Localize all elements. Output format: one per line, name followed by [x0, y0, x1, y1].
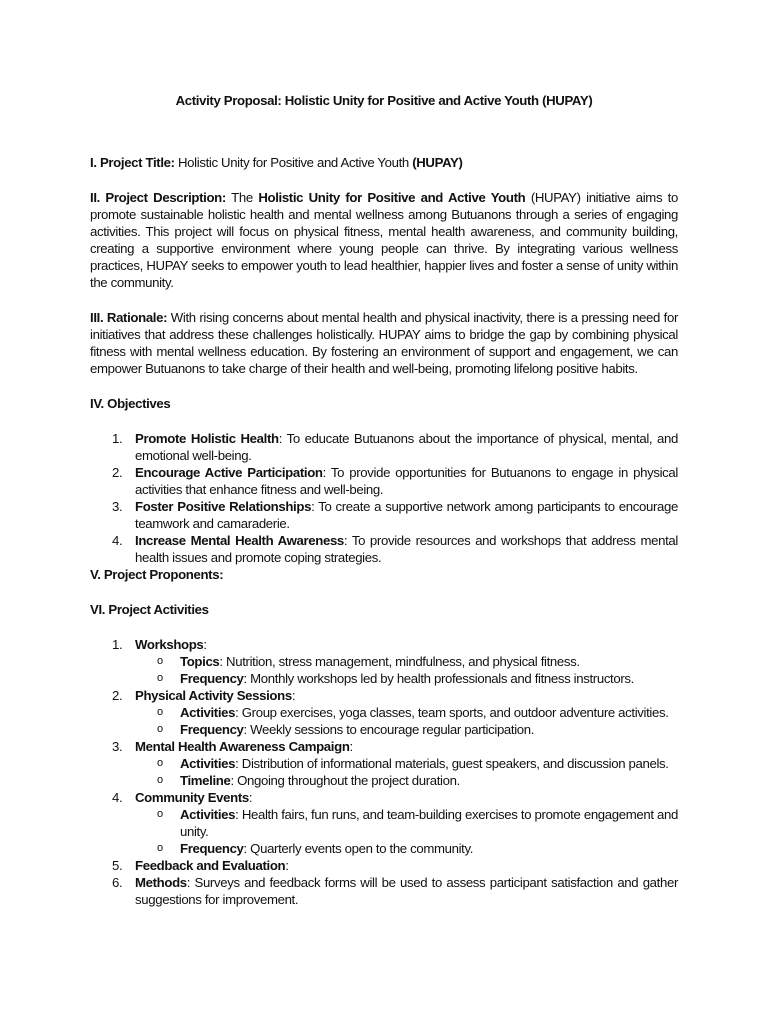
project-description-section	[90, 189, 678, 291]
project-description-label: II. Project Description:	[90, 190, 226, 205]
activity-number: 2.	[112, 688, 123, 703]
activity-subitem-term: Topics	[180, 654, 220, 669]
activity-subitem-text: : Quarterly events open to the community.	[243, 841, 474, 856]
activity-subitem-text: : Group exercises, yoga classes, team sports, and outdoor adventure activities.	[235, 705, 669, 720]
activity-subitem-term: Frequency	[180, 722, 244, 737]
activity-subitem	[135, 806, 678, 840]
activity-subitem	[135, 704, 678, 721]
objective-item	[90, 430, 678, 464]
activity-sublist	[135, 653, 678, 687]
bullet-icon: o	[157, 757, 163, 769]
activity-number: 4.	[112, 790, 123, 805]
objective-number: 4.	[112, 533, 123, 548]
activity-text: :	[203, 637, 207, 652]
bullet-icon: o	[157, 723, 163, 735]
activity-number: 6.	[112, 875, 123, 890]
activity-subitem-term: Activities	[180, 705, 236, 720]
activity-subitem-term: Activities	[180, 807, 236, 822]
objective-text: : To educate Butuanons about the importance of physical, mental, and emotional well-being.	[135, 431, 678, 463]
activity-item	[90, 857, 678, 874]
activity-text: : Surveys and feedback forms will be used to assess participant satisfaction and gather suggestions for improvement.	[135, 875, 678, 907]
activity-term: Community Events	[135, 790, 249, 805]
project-description-name: Holistic Unity for Positive and Active Youth	[258, 190, 526, 205]
activity-term: Feedback and Evaluation	[135, 858, 286, 873]
activity-item	[90, 636, 678, 687]
document-body	[90, 92, 678, 908]
activity-term: Methods	[135, 875, 187, 890]
activity-text: :	[291, 688, 296, 703]
objective-text: : To provide resources and workshops that address mental health issues and promote coping strategies.	[135, 533, 678, 565]
activity-text: :	[285, 858, 289, 873]
activity-subitem	[135, 721, 678, 738]
activity-item	[90, 738, 678, 789]
activity-subitem	[135, 772, 678, 789]
objective-term: Encourage Active Participation	[135, 465, 323, 480]
activity-subitem-text: : Weekly sessions to encourage regular participation.	[243, 722, 535, 737]
rationale-section	[90, 309, 678, 377]
project-title-acronym: (HUPAY)	[412, 155, 463, 170]
activity-sublist	[135, 806, 678, 857]
activity-subitem-term: Frequency	[180, 671, 244, 686]
activity-subitem	[135, 670, 678, 687]
activity-term: Physical Activity Sessions	[135, 688, 292, 703]
activities-list	[90, 636, 678, 908]
bullet-icon: o	[157, 706, 163, 718]
objectives-list	[90, 430, 678, 566]
activity-subitem-term: Activities	[180, 756, 236, 771]
project-title-text: Holistic Unity for Positive and Active Youth	[174, 155, 413, 170]
objective-number: 2.	[112, 465, 123, 480]
objective-text: : To create a supportive network among participants to encourage teamwork and camaraderie.	[135, 499, 678, 531]
project-description-pre: The	[225, 190, 259, 205]
bullet-icon: o	[157, 808, 163, 820]
objective-term: Increase Mental Health Awareness	[135, 533, 344, 548]
bullet-icon: o	[157, 842, 163, 854]
activity-number: 5.	[112, 858, 123, 873]
project-title-section	[90, 154, 678, 171]
activity-subitem-text: : Nutrition, stress management, mindfulness, and physical fitness.	[219, 654, 580, 669]
activity-subitem	[135, 840, 678, 857]
objective-item	[90, 498, 678, 532]
activity-text: :	[248, 790, 253, 805]
activity-subitem-text: : Monthly workshops led by health professionals and fitness instructors.	[243, 671, 634, 686]
rationale-label: III. Rationale:	[90, 310, 168, 325]
objective-term: Foster Positive Relationships	[135, 499, 312, 514]
objectives-heading: IV. Objectives	[90, 396, 171, 411]
activity-item	[90, 687, 678, 738]
activity-subitem-term: Timeline	[180, 773, 231, 788]
activity-sublist	[135, 755, 678, 789]
activity-term: Mental Health Awareness Campaign	[135, 739, 350, 754]
activity-number: 1.	[112, 637, 123, 652]
bullet-icon: o	[157, 774, 163, 786]
activity-subitem-term: Frequency	[180, 841, 244, 856]
proponents-heading: V. Project Proponents:	[90, 567, 224, 582]
objective-number: 1.	[112, 431, 123, 446]
activity-subitem-text: : Health fairs, fun runs, and team-building exercises to promote engagement and unity.	[180, 807, 678, 839]
objective-number: 3.	[112, 499, 123, 514]
activity-sublist	[135, 704, 678, 738]
objective-text: : To provide opportunities for Butuanons to engage in physical activities that enhance fitness and well-being.	[135, 465, 678, 497]
activity-subitem-text: : Ongoing throughout the project duration.	[230, 773, 460, 788]
activities-heading: VI. Project Activities	[90, 602, 209, 617]
activity-subitem	[135, 653, 678, 670]
activity-text: :	[349, 739, 353, 754]
activity-item	[90, 789, 678, 857]
rationale-text: With rising concerns about mental health and physical inactivity, there is a pressing need for initiatives that address these challenges holistically. HUPAY aims to bridge the gap by combining physical fitness with mental wellness education. By fostering an environment of support and engagement, we can empower Butuanons to take charge of their health and well-being, promoting lifelong positive habits.	[90, 310, 678, 376]
bullet-icon: o	[157, 655, 163, 667]
document-title: Activity Proposal: Holistic Unity for Positive and Active Youth (HUPAY)	[175, 93, 593, 108]
project-description-text: (HUPAY) initiative aims to promote sustainable holistic health and mental wellness among Butuanons through a series of engaging activities. This project will focus on physical fitness, mental health awareness, and community building, creating a supportive environment where young people can thrive. By integrating various wellness practices, HUPAY seeks to empower youth to lead healthier, happier lives and foster a sense of unity within the community.	[90, 190, 678, 290]
activity-subitem	[135, 755, 678, 772]
project-title-label: I. Project Title:	[90, 155, 175, 170]
activity-subitem-text: : Distribution of informational materials, guest speakers, and discussion panels.	[235, 756, 669, 771]
objective-term: Promote Holistic Health	[135, 431, 279, 446]
activity-term: Workshops	[135, 637, 204, 652]
activity-item	[90, 874, 678, 908]
activity-number: 3.	[112, 739, 123, 754]
objective-item	[90, 464, 678, 498]
bullet-icon: o	[157, 672, 163, 684]
objective-item	[90, 532, 678, 566]
